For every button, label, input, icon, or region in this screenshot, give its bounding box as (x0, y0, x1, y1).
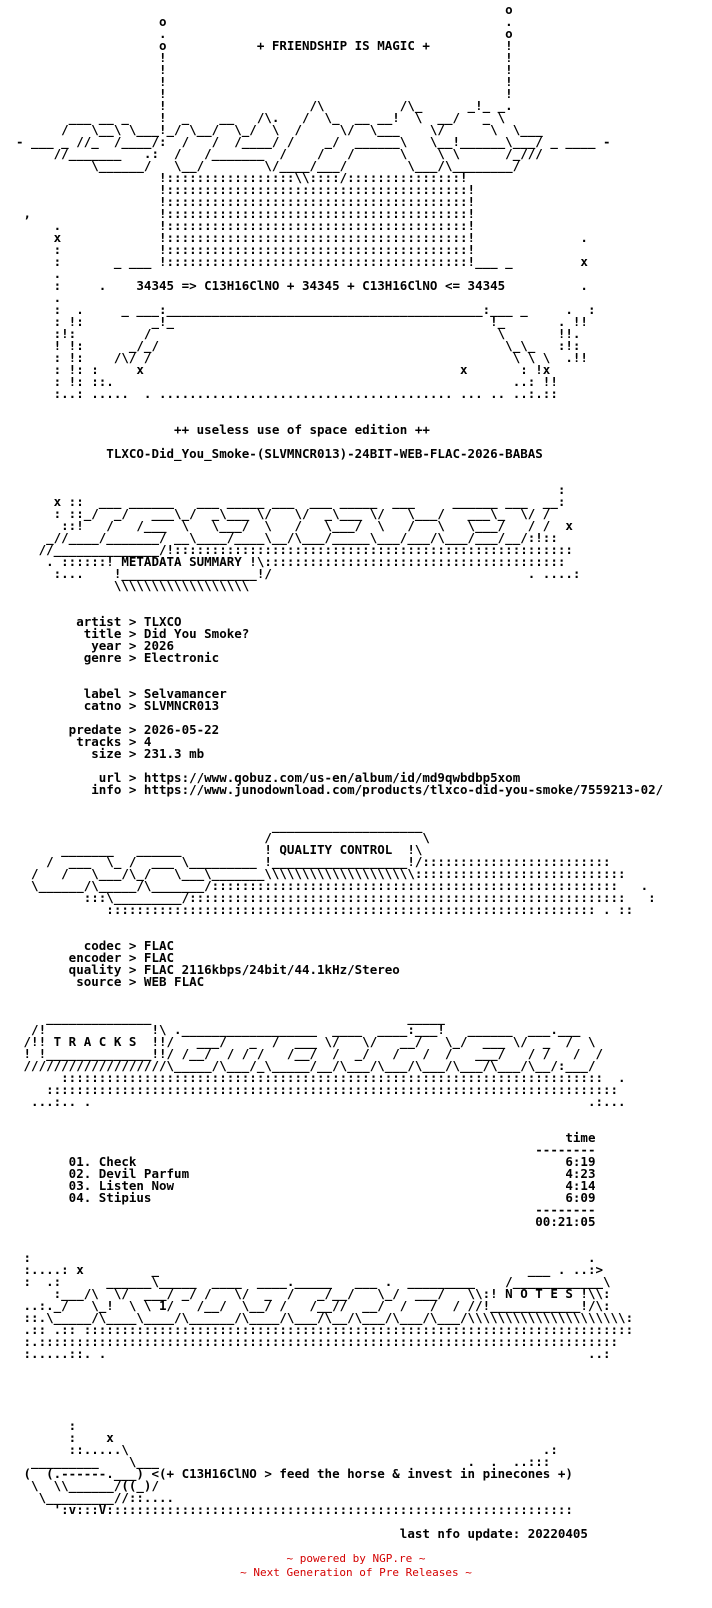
nfo-ascii-document: o o . . o o + FRIENDSHIP IS MAGIC + ! ! ! ! ! ! ! ! ! ! /\ /\_ _!_ _. ___ __ _ ! _ __ /\. / \_ __ __! \ __/ _ \ / \__\ \___!_/ \__/ \_/ \ / \/ \___ \/ \ \___ - ___ _ //_ /____/: / / /____/ / _/ ______\ \__!______\___/ _ ____ - //_______ .: / /_______ / / / \ \ \ /_/// \______/ \__/ \/____/___/ \___/\________/ !:::::::::::::::::\\::::/:::::::::::::::! !::::::::::::::::::::::::::::::::::::::::! !::::::::::::::::::::::::::::::::::::::::! , !::::::::::::::::::::::::::::::::::::::::! . !::::::::::::::::::::::::::::::::::::::::! x !::::::::::::::::::::::::::::::::::::::::! . : !::::::::::::::::::::::::::::::::::::::::! : _ ___ !::::::::::::::::::::::::::::::::::::::::!___ _ x . : . 34345 => C13H16ClNO + 34345 + C13H16ClNO <= 34345 . . : . _ ___:__________________________________________:___ _ . : : !: _!_ !_ . !! :!: / \ !!. ! !: _/_/ \_\_ :!: : !: /\/ / \ \ \ .!! : !: : x x : !x : !: ::. ..: !! :..: ..... . ....................................... ... .. ..:.:: ++ useless use of space edition ++ TLXCO-Did_You_Smoke-(SLVMNCR013)-24BIT-WEB-FLAC-2026-BABAS : x :: ___ ______ ___ _____ ___ ___ _____ ___ ______ ___ __: : ::_/ _/ ___\_/ _\___ \/ \/ _\___ \/ \___/ ___\_ \/ / ::! / /___ \ \___/ \ / \___/ \ / \ \___/ / / x _//____/_______/ __\____/____\__/\___/_____\___/___/\___/___/__/:!:: //______________/!::::::::::::::::::::::::::::::::::::::::::::::::::::: . ::::::! METADATA SUMMARY !\:::::::::::::::::::::::::::::::::::::::: :... !__________________!/ . ....: \\\\\\\\\\\\\\\\\\ artist > TLXCO title > Did You Smoke? year > 2026 genre > Electronic label > Selvamancer catno > SLVMNCR013 predate > 2026-05-22 tracks > 4 size > 231.3 mb url > https://www.qobuz.com/us-en/album/id/md9qwbdbp5xom info > https://www.junodownload.com/products/tlxco-did-you-smoke/7559213-02/ ____________________ / \ _______ ______ ! QUALITY CONTROL !\ / ___ \_ / ___ \_________ !__________________!/::::::::::::::::::::::::: / / \___/\_/ \___\_______\\\\\\\\\\\\\\\\\\\\:::::::::::::::::::::::::::: \______/\_____/\_______/:::::::::::::::::::::::::::::::::::::::::::::::::::::: . :::\_________/:::::::::::::::::::::::::::::::::::::::::::::::::::::::::: : ::::::::::::::::::::::::::::::::::::::::::::::::::::::::::::::::: . :: codec > FLAC encoder > FLAC quality > FLAC 2116kbps/24bit/44.1kHz/Stereo source > WEB FLAC ______________ _____ /! !\ .__________________ ____ ____:___! ______ ___.___ /!! T R A C K S !!/ ___/ _ / ___ \/ \/ __/ \_/ ___ \/ _ / \ ! !______________!!/ /__/ / / / /__/ / _/ / / / ___/ / / / / ///////////////////\_____/\___/_\_____/__/\___/\___/\___/\___/\___/\__/:___/ :::::::::::::::::::::::::::::::::::::::::::::::::::::::::::::::::::::::: . :::::::::::::::::::::::::::::::::::::::::::::::::::::::::::::::::::::::::::: ...:.. . .:... time -------- 01. Check 6:19 02. Devil Parfum 4:23 03. Listen Now 4:14 04. Stipius 6:09 -------- 00:21:05 : . :....: x _ ___ . ..:> : .: ______\_____ ____ ____._____ ___ . _________ /____________\ :___/\ \/ ___/ _/ / \/ _ / _/__/ \_/ ___/ \\:! N O T E S !\\: ..:._/ \_! \ \ 1/ /__/ \__/ / /__// __/ / / / //!____________!/\: ::.\_____/\____\____/\______/\____/\___/\__/\___/\___/\___/\\\\\\\\\\\\\\\\\\\\\: .:: .:: ::::::::::::::::::::::::::::::::::::::::::::::::::::::::::::::::::::::::: :.::::::::::::::::::::::::::::::::::::::::::::::::::::::::::::::::::::::::::::: :.....::. . ..: : : x ::.....\ .: _________ \___ . . ..::: ( (.------.___) <(+ C13H16ClNO > feed the horse & invest in pinecones +) \ \\______/((_)/ \_________//::.... ':v:::V:::::::::::::::::::::::::::::::::::::::::::::::::::::::::::::: last nfo update: 20220405 (16, 2, 664, 1541)
footer (0, 1552, 712, 1580)
footer-powered-by: ~ powered by NGP.re ~ (286, 1552, 426, 1565)
footer-tagline: ~ Next Generation of Pre Releases ~ (240, 1566, 472, 1579)
